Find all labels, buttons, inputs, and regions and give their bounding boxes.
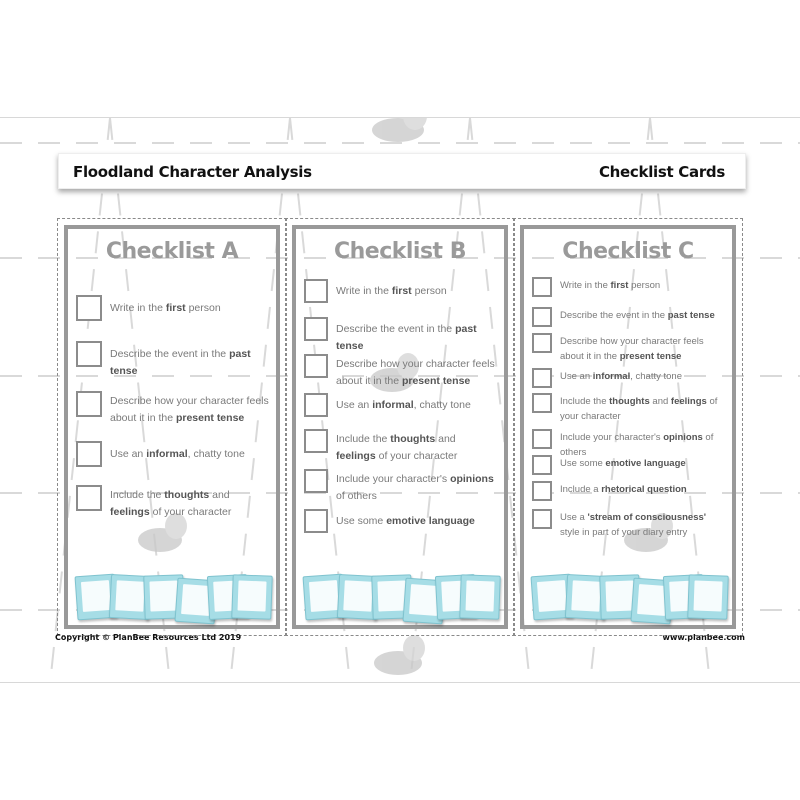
list-item: Use some emotive language xyxy=(304,509,498,533)
list-item: Use a 'stream of consciousness' style in part of your diary entry xyxy=(532,509,726,540)
checkbox[interactable] xyxy=(76,295,102,321)
checklist-card-c xyxy=(520,225,736,629)
list-item: Use an informal, chatty tone xyxy=(304,393,498,417)
checkbox[interactable] xyxy=(76,341,102,367)
card-a-cutline xyxy=(57,218,287,636)
checkbox[interactable] xyxy=(532,368,552,388)
card-c-cutline xyxy=(513,218,743,636)
copyright-text: Copyright © PlanBee Resources Ltd 2019 xyxy=(55,633,242,642)
checkbox[interactable] xyxy=(304,469,328,493)
checklist-card-a xyxy=(64,225,280,629)
worksheet-title: Floodland Character Analysis xyxy=(73,163,312,181)
checkbox[interactable] xyxy=(304,429,328,453)
list-item: Describe how your character feels about it in the present tense xyxy=(304,354,498,390)
worksheet-subtitle: Checklist Cards xyxy=(598,163,725,181)
diary-book xyxy=(231,574,273,619)
card-title: Checklist B xyxy=(333,239,467,264)
list-item: Include the thoughts and feelings of your character xyxy=(76,485,270,521)
list-item: Include a rhetorical question xyxy=(532,481,726,501)
checkbox[interactable] xyxy=(532,509,552,529)
checkbox[interactable] xyxy=(532,307,552,327)
header-bar xyxy=(58,153,746,189)
checkbox[interactable] xyxy=(76,485,102,511)
diary-books-illustration xyxy=(300,563,500,619)
diary-book xyxy=(687,574,729,619)
list-item: Use an informal, chatty tone xyxy=(76,441,270,467)
list-item: Include the thoughts and feelings of your character xyxy=(304,429,498,465)
diary-books-illustration xyxy=(528,563,728,619)
checkbox[interactable] xyxy=(76,391,102,417)
checkbox[interactable] xyxy=(532,455,552,475)
checkbox[interactable] xyxy=(304,354,328,378)
diary-books-illustration xyxy=(72,563,272,619)
list-item: Write in the first person xyxy=(304,279,498,303)
checkbox[interactable] xyxy=(304,509,328,533)
list-item: Describe how your character feels about it in the present tense xyxy=(532,333,726,364)
checkbox[interactable] xyxy=(76,441,102,467)
website-link[interactable]: www.planbee.com xyxy=(662,633,745,642)
list-item: Describe the event in the past tense xyxy=(532,307,726,327)
checkbox[interactable] xyxy=(532,429,552,449)
checkbox[interactable] xyxy=(532,277,552,297)
list-item: Describe the event in the past tense xyxy=(304,317,498,355)
worksheet-page xyxy=(0,117,800,683)
checkbox[interactable] xyxy=(304,317,328,341)
card-title: Checklist C xyxy=(562,239,694,264)
checkbox[interactable] xyxy=(304,393,328,417)
list-item: Use some emotive language xyxy=(532,455,726,475)
checklist-card-b xyxy=(292,225,508,629)
list-item: Describe the event in the past tense xyxy=(76,341,270,380)
list-item: Include the thoughts and feelings of your character xyxy=(532,393,726,424)
checkbox[interactable] xyxy=(304,279,328,303)
list-item: Describe how your character feels about it in the present tense xyxy=(76,391,270,427)
checkbox[interactable] xyxy=(532,333,552,353)
checkbox[interactable] xyxy=(532,393,552,413)
card-title: Checklist A xyxy=(105,239,239,264)
list-item: Write in the first person xyxy=(76,295,270,321)
list-item: Use an informal, chatty tone xyxy=(532,368,726,388)
checkbox[interactable] xyxy=(532,481,552,501)
list-item: Include your character's opinions of others xyxy=(532,429,726,460)
list-item: Write in the first person xyxy=(532,277,726,297)
diary-book xyxy=(459,574,501,619)
list-item: Include your character's opinions of others xyxy=(304,469,498,505)
card-b-cutline xyxy=(285,218,515,636)
